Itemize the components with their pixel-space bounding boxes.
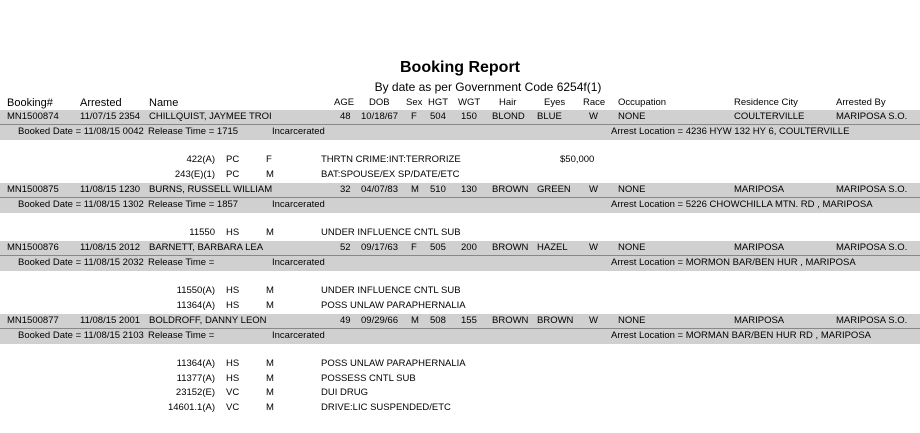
charge-type: PC [226,169,240,180]
col-residence-city: Residence City [734,97,798,108]
col-hgt: HGT [428,97,449,108]
hair: BLOND [492,111,525,122]
person-name: BOLDROFF, DANNY LEON [149,315,267,326]
occupation: NONE [618,184,646,195]
sex: M [411,184,419,195]
charge-code: 11364(A) [176,300,215,311]
arrested-datetime: 11/08/15 2012 [80,242,141,253]
charge-level: M [266,285,274,296]
occupation: NONE [618,315,646,326]
occupation: NONE [618,242,646,253]
charge-description: BAT:SPOUSE/EX SP/DATE/ETC [321,169,460,180]
weight: 130 [461,184,477,195]
booking-number: MN1500877 [7,315,59,326]
booking-number: MN1500875 [7,184,59,195]
person-name: BARNETT, BARBARA LEA [149,242,264,253]
charge-type: HS [226,285,240,296]
booked-date: Booked Date = 11/08/15 1302 [18,199,144,210]
booking-number: MN1500876 [7,242,59,253]
eyes: BLUE [537,111,562,122]
release-time: Release Time = [148,330,215,341]
charge-level: M [266,300,274,311]
arrested-by: MARIPOSA S.O. [836,184,908,195]
height: 508 [430,315,446,326]
arrest-location: Arrest Location = MORMON BAR/BEN HUR , MARIPOSA [611,257,856,268]
person-name: BURNS, RUSSELL WILLIAM [149,184,273,195]
race: W [589,184,598,195]
age: 32 [340,184,351,195]
height: 505 [430,242,446,253]
custody-status: Incarcerated [272,330,325,341]
charge-code: 11550 [189,227,215,238]
charge-level: F [266,154,272,165]
charge-type: PC [226,154,240,165]
charge-code: 243(E)(1) [174,169,215,180]
col-eyes: Eyes [544,97,566,108]
charge-type: VC [226,387,240,398]
custody-status: Incarcerated [272,199,325,210]
race: W [589,111,598,122]
sex: F [411,111,417,122]
height: 510 [430,184,446,195]
col-dob: DOB [369,97,390,108]
band-divider [0,255,920,256]
report-title: Booking Report [400,59,520,76]
arrested-by: MARIPOSA S.O. [836,111,908,122]
weight: 200 [461,242,477,253]
col-arrested: Arrested [80,97,122,109]
charge-code: 23152(E) [175,387,215,398]
col-name: Name [149,97,179,109]
col-age: AGE [334,97,355,108]
charge-code: 11377(A) [176,373,215,384]
sex: F [411,242,417,253]
weight: 155 [461,315,477,326]
eyes: GREEN [537,184,571,195]
charge-code: 14601.1(A) [167,402,215,413]
arrest-location: Arrest Location = MORMAN BAR/BEN HUR RD , MARIPOSA [611,330,871,341]
arrested-by: MARIPOSA S.O. [836,242,908,253]
dob: 04/07/83 [361,184,398,195]
band-divider [0,124,920,125]
charge-description: DUI DRUG [321,387,368,398]
charge-code: 422(A) [186,154,215,165]
arrested-datetime: 11/08/15 1230 [80,184,141,195]
charge-description: UNDER INFLUENCE CNTL SUB [321,227,461,238]
charge-description: POSS UNLAW PARAPHERNALIA [321,358,466,369]
release-time: Release Time = [148,257,215,268]
release-time: Release Time = 1857 [148,199,239,210]
sex: M [411,315,419,326]
person-name: CHILLQUIST, JAYMEE TROI [149,111,272,122]
dob: 10/18/67 [361,111,398,122]
height: 504 [430,111,446,122]
charge-level: M [266,373,274,384]
arrested-datetime: 11/07/15 2354 [80,111,141,122]
dob: 09/29/66 [361,315,398,326]
charge-level: M [266,169,274,180]
booking-number: MN1500874 [7,111,59,122]
age: 49 [340,315,351,326]
occupation: NONE [618,111,646,122]
charge-description: THRTN CRIME:INT:TERRORIZE [321,154,461,165]
race: W [589,315,598,326]
hair: BROWN [492,242,529,253]
hair: BROWN [492,315,529,326]
custody-status: Incarcerated [272,257,325,268]
col-wgt: WGT [458,97,481,108]
arrested-datetime: 11/08/15 2001 [80,315,141,326]
charge-level: M [266,387,274,398]
band-divider [0,328,920,329]
hair: BROWN [492,184,529,195]
charge-code: 11364(A) [176,358,215,369]
arrest-location: Arrest Location = 4236 HYW 132 HY 6, COULTERVILLE [611,126,850,137]
dob: 09/17/63 [361,242,398,253]
residence-city: MARIPOSA [734,242,785,253]
col-arrested-by: Arrested By [836,97,886,108]
charge-level: M [266,227,274,238]
report-subtitle: By date as per Government Code 6254f(1) [374,80,602,94]
bail-amount: $50,000 [560,154,595,165]
age: 48 [340,111,351,122]
col-hair: Hair [499,97,517,108]
charge-description: POSS UNLAW PARAPHERNALIA [321,300,466,311]
booked-date: Booked Date = 11/08/15 0042 [18,126,144,137]
eyes: HAZEL [537,242,568,253]
charge-description: DRIVE:LIC SUSPENDED/ETC [321,402,451,413]
charge-level: M [266,358,274,369]
arrested-by: MARIPOSA S.O. [836,315,908,326]
charge-type: VC [226,402,240,413]
col-booking: Booking# [7,97,53,109]
col-race: Race [583,97,606,108]
charge-type: HS [226,227,240,238]
charge-type: HS [226,300,240,311]
charge-type: HS [226,358,240,369]
booked-date: Booked Date = 11/08/15 2032 [18,257,144,268]
weight: 150 [461,111,477,122]
residence-city: MARIPOSA [734,315,785,326]
charge-level: M [266,402,274,413]
charge-type: HS [226,373,240,384]
booked-date: Booked Date = 11/08/15 2103 [18,330,144,341]
charge-description: UNDER INFLUENCE CNTL SUB [321,285,461,296]
arrest-location: Arrest Location = 5226 CHOWCHILLA MTN. RD , MARIPOSA [611,199,873,210]
residence-city: MARIPOSA [734,184,785,195]
race: W [589,242,598,253]
custody-status: Incarcerated [272,126,325,137]
charge-code: 11550(A) [176,285,215,296]
col-sex: Sex [406,97,423,108]
charge-description: POSSESS CNTL SUB [321,373,416,384]
age: 52 [340,242,351,253]
release-time: Release Time = 1715 [148,126,239,137]
band-divider [0,197,920,198]
eyes: BROWN [537,315,574,326]
col-occupation: Occupation [618,97,667,108]
residence-city: COULTERVILLE [734,111,805,122]
